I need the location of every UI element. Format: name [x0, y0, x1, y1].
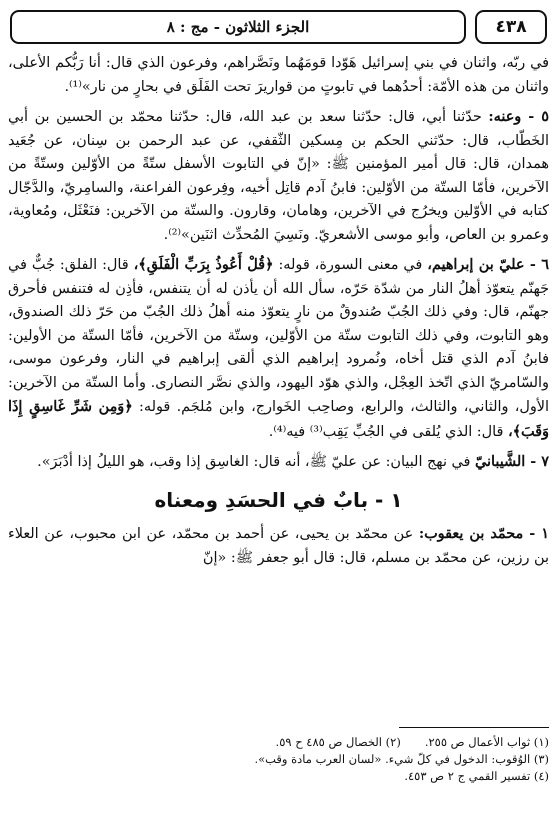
hadith-6-number: ٦ - عليّ بن إبراهيم، [427, 256, 549, 273]
footnote-row [8, 734, 549, 751]
hadith-6-intro: في معنى السورة، قوله: [273, 257, 428, 273]
footnote-2: (٢) الخصال ص ٤٨٥ ح ٥٩. [275, 735, 401, 749]
quran-verse-ghasiq: ﴿وَمِن شَرِّ غَاسِقٍ إِذَا وَقَبَ﴾، [8, 398, 549, 440]
hadith-7 [8, 450, 549, 475]
hadith-7-number: ٧ - الشَّيبانيّ [474, 453, 549, 470]
paragraph-continuation: في ربّه، واثنان في بني إسرائيل هَوّدا قومَهُما ونَصَّراهم، وفرعون الذي قال: أنا رَبُّكم الأعلى، واثنان من هذه الأمّة: أحدُهما في تابوتٍ من قواريرَ تحت الفَلَق في بحارٍ من نار»⁽¹⁾. [8, 55, 549, 95]
quran-verse-falaq: ﴿قُلْ أَعُوذُ بِرَبِّ الْفَلَقِ﴾، [133, 256, 274, 273]
footnote-1: (١) ثواب الأعمال ص ٢٥٥. [424, 735, 549, 749]
main-text [8, 52, 549, 572]
hadith-5 [8, 105, 549, 247]
page-header [10, 8, 547, 46]
hadith-5-text: حدّثنا أبي، قال: حدّثنا سعد بن عبد الله، قال: حدّثنا محمّد بن الحسين بن أبي الخَطّاب، قال: حدّثني الحكم بن مِسكين الثّقفي، عن عبد الرحمن بن سِنان، عن جُعَيد همدان، قال: قال أمير المؤمنين ﷺ: «إنّ في التابوت الأسفل ستّةً من الأوّلين وستّةً من الآخرين، فأمّا الستّة من الأوّلين: فابنُ آدم قاتِل أخيه، وفِرعون الفراعنة، والسامِريّ، والدَّجّال كتابه في الأوّلين ويخرُج في الآخرين، وهامان، وقارون. والستّة من الآخرين: فنَعْثَل، ومُعاوية، وعمرو بن العاص، وأبو موسى الأشعريّ. ونَسِيَ المُحدِّث اثنَين»⁽²⁾. [8, 109, 549, 243]
hadith-5-number: ٥ - وعنه: [488, 108, 549, 125]
page-number: ٤٣٨ [475, 10, 547, 44]
hadith-6-ending: قال: الذي يُلقى في الجُبِّ يَقِب⁽³⁾ فيه⁽⁴⁾. [268, 423, 508, 440]
chapter-hadith-1 [8, 522, 549, 570]
hadith-6-text: قال: الفلق: جُبٌّ في جَهنّم يتعوّذ أهلُ النار من شدّة حَرّه، سأل الله أن يأذن له أن يتنفس، فأذِن له فتنفس فأحرق جهنّم، قال: وفي ذلك الجُبّ صُندوقٌ من نارٍ يتعوّذ منه أهلُ ذلك الجُبّ من حَرّ ذلك الصندوق، وهو التابوت، وفي ذلك التابوت ستّة من الأوّلين، وستّة من الآخرين، فأمّا الستّة من الأولين: فابنُ آدم الذي قتل أخاه، ونُمرود إبراهيم الذي ألقى إبراهيم في النار، وفرعون موسى، والسّامريّ الذي اتّخذ العِجْل، والذي هوّد اليهود، والذي نصَّر النصارى. وأما الستّة من الآخرين: الأول، والثاني، والثالث، والرابع، وصاحِب الخَوارج، وابن مُلجَم. قوله: [8, 257, 550, 415]
chapter-hadith-1-text: عن محمّد بن يحيى، عن أحمد بن محمّد، عن ابن محبوب، عن العلاء بن رزين، عن محمّد بن مسلم، قال: قال أبو جعفر ﷺ: «إنّ [8, 526, 549, 566]
footnote-divider [399, 727, 549, 728]
footnote-4: (٤) تفسير القمي ج ٢ ص ٤٥٣. [404, 769, 549, 783]
footnote-3: (٣) الوُقوب: الدخول في كلّ شيء. «لسان العرب مادة وقب». [254, 752, 549, 766]
footnotes [8, 734, 549, 785]
section-heading: ١ - بابٌ في الحسَدِ ومعناه [154, 487, 403, 512]
hadith-7-text: في نهج البيان: عن عليّ ﷺ، أنه قال: الغاسِق إذا وقب، هو الليلُ إذا أدْبَرَ». [37, 454, 475, 470]
running-title: الجزء الثلاثون - مج : ٨ [10, 10, 466, 44]
hadith-6 [8, 253, 549, 444]
chapter-hadith-1-number: ١ - محمّد بن يعقوب: [418, 525, 549, 542]
